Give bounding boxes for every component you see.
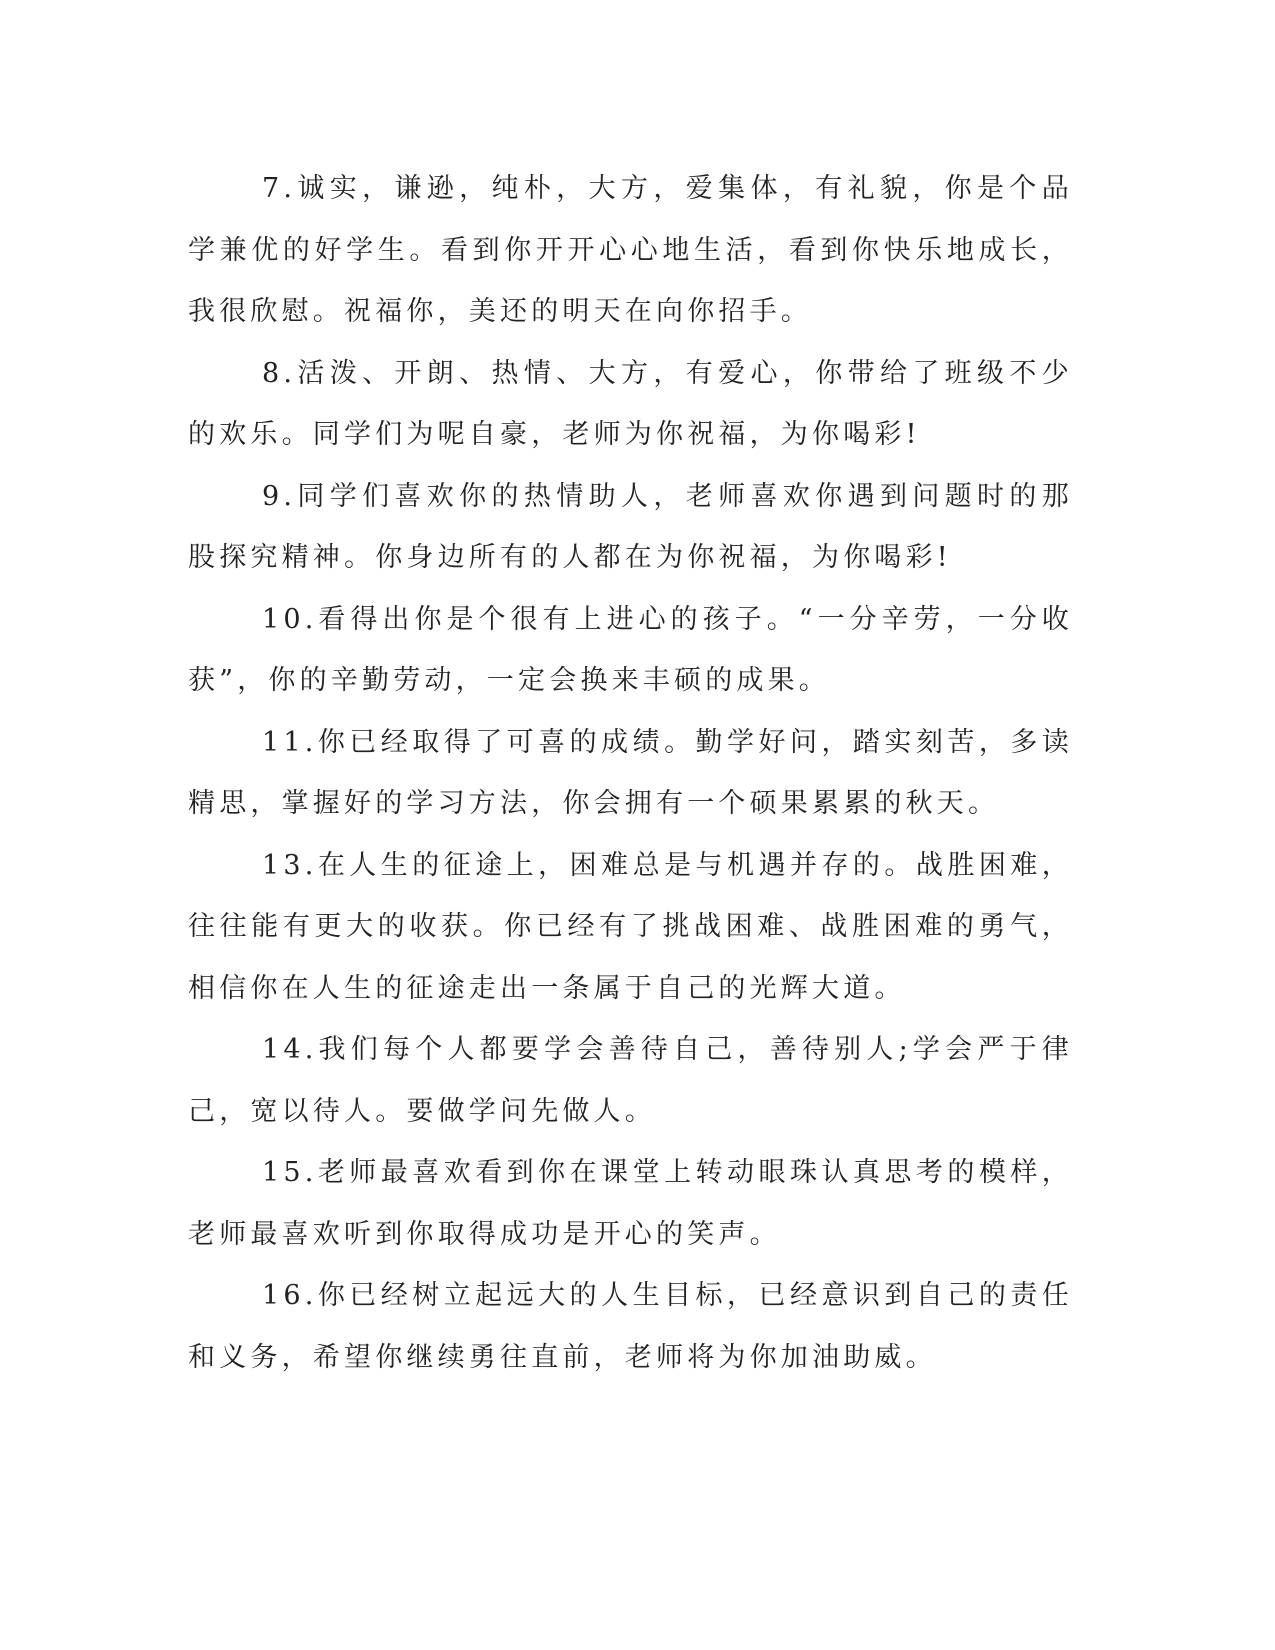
document-body: [188, 158, 1073, 1388]
paragraph-9: 9.同学们喜欢你的热情助人，老师喜欢你遇到问题时的那股探究精神。你身边所有的人都在为你祝福，为你喝彩!: [188, 480, 1073, 573]
paragraph-10: 10.看得出你是个很有上进心的孩子。“一分辛劳，一分收获”，你的辛勤劳动，一定会换来丰硕的成果。: [188, 603, 1073, 696]
paragraph-13: 13.在人生的征途上，困难总是与机遇并存的。战胜困难，往往能有更大的收获。你已经有了挑战困难、战胜困难的勇气，相信你在人生的征途走出一条属于自己的光辉大道。: [188, 849, 1073, 1004]
paragraph-11: 11.你已经取得了可喜的成绩。勤学好问，踏实刻苦，多读精思，掌握好的学习方法，你会拥有一个硕果累累的秋天。: [188, 726, 1073, 819]
paragraph-14: 14.我们每个人都要学会善待自己，善待别人;学会严于律己，宽以待人。要做学问先做人。: [188, 1034, 1073, 1127]
paragraph-8: 8.活泼、开朗、热情、大方，有爱心，你带给了班级不少的欢乐。同学们为呢自豪，老师为你祝福，为你喝彩!: [188, 357, 1073, 450]
paragraph-15: 15.老师最喜欢看到你在课堂上转动眼珠认真思考的模样，老师最喜欢听到你取得成功是开心的笑声。: [188, 1157, 1073, 1250]
paragraph-16: 16.你已经树立起远大的人生目标，已经意识到自己的责任和义务，希望你继续勇往直前，老师将为你加油助威。: [188, 1280, 1073, 1373]
paragraph-7: 7.诚实，谦逊，纯朴，大方，爱集体，有礼貌，你是个品学兼优的好学生。看到你开开心心地生活，看到你快乐地成长，我很欣慰。祝福你，美还的明天在向你招手。: [188, 173, 1073, 327]
